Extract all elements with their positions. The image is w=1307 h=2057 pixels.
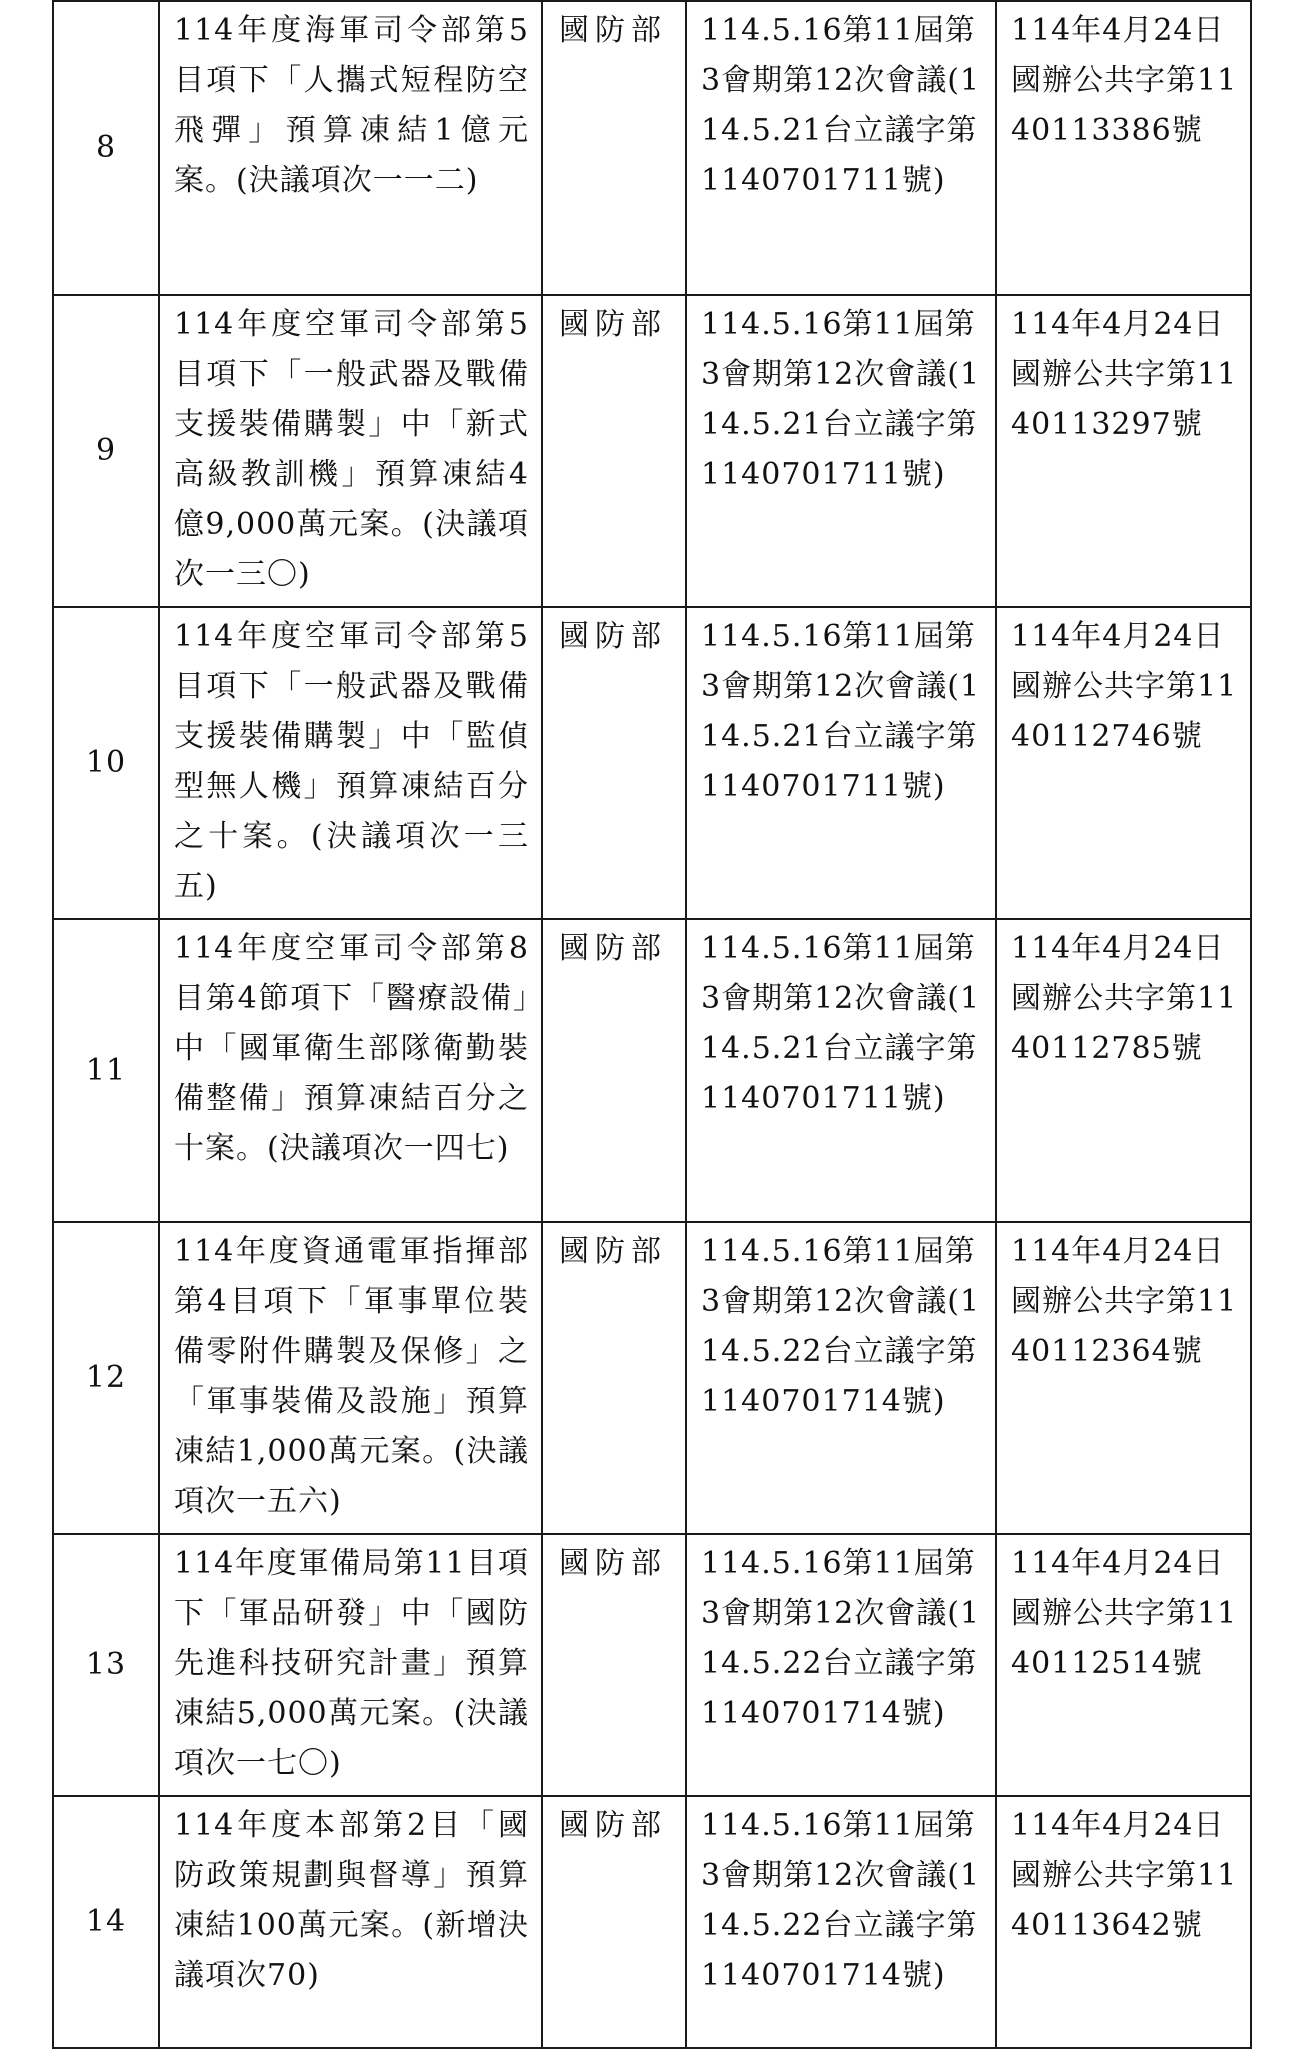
row-number: 9 <box>53 295 159 607</box>
resolution-session: 114.5.16第11屆第3會期第12次會議(114.5.22台立議字第1140701714號) <box>686 1534 996 1796</box>
agency: 國防部 <box>542 1534 686 1796</box>
case-description: 114年度空軍司令部第5目項下「一般武器及戰備支援裝備購製」中「新式高級教訓機」預算凍結4億9,000萬元案。(決議項次一三〇) <box>159 295 542 607</box>
table-row <box>53 919 1251 1222</box>
document-number: 114年4月24日國辦公共字第1140113642號 <box>996 1796 1251 2048</box>
table-row <box>53 607 1251 919</box>
table-row <box>53 1534 1251 1796</box>
row-number: 13 <box>53 1534 159 1796</box>
agency: 國防部 <box>542 1796 686 2048</box>
resolution-session: 114.5.16第11屆第3會期第12次會議(114.5.21台立議字第1140701711號) <box>686 295 996 607</box>
table-row <box>53 1 1251 295</box>
budget-freeze-table <box>52 0 1252 2049</box>
document-number: 114年4月24日國辦公共字第1140112785號 <box>996 919 1251 1222</box>
case-description: 114年度空軍司令部第5目項下「一般武器及戰備支援裝備購製」中「監偵型無人機」預算凍結百分之十案。(決議項次一三五) <box>159 607 542 919</box>
agency: 國防部 <box>542 1 686 295</box>
table-row <box>53 295 1251 607</box>
case-description: 114年度軍備局第11目項下「軍品研發」中「國防先進科技研究計畫」預算凍結5,000萬元案。(決議項次一七〇) <box>159 1534 542 1796</box>
row-number: 14 <box>53 1796 159 2048</box>
document-number: 114年4月24日國辦公共字第1140112364號 <box>996 1222 1251 1534</box>
row-number: 12 <box>53 1222 159 1534</box>
resolution-session: 114.5.16第11屆第3會期第12次會議(114.5.21台立議字第1140701711號) <box>686 607 996 919</box>
row-number: 11 <box>53 919 159 1222</box>
document-number: 114年4月24日國辦公共字第1140113297號 <box>996 295 1251 607</box>
resolution-session: 114.5.16第11屆第3會期第12次會議(114.5.21台立議字第1140701711號) <box>686 1 996 295</box>
case-description: 114年度海軍司令部第5目項下「人攜式短程防空飛彈」預算凍結1億元案。(決議項次一一二) <box>159 1 542 295</box>
agency: 國防部 <box>542 607 686 919</box>
case-description: 114年度資通電軍指揮部第4目項下「軍事單位裝備零附件購製及保修」之「軍事裝備及設施」預算凍結1,000萬元案。(決議項次一五六) <box>159 1222 542 1534</box>
resolution-session: 114.5.16第11屆第3會期第12次會議(114.5.22台立議字第1140701714號) <box>686 1796 996 2048</box>
resolution-session: 114.5.16第11屆第3會期第12次會議(114.5.21台立議字第1140701711號) <box>686 919 996 1222</box>
agency: 國防部 <box>542 1222 686 1534</box>
resolution-session: 114.5.16第11屆第3會期第12次會議(114.5.22台立議字第1140701714號) <box>686 1222 996 1534</box>
document-number: 114年4月24日國辦公共字第1140113386號 <box>996 1 1251 295</box>
row-number: 10 <box>53 607 159 919</box>
agency: 國防部 <box>542 919 686 1222</box>
table-row <box>53 1222 1251 1534</box>
document-number: 114年4月24日國辦公共字第1140112514號 <box>996 1534 1251 1796</box>
row-number: 8 <box>53 1 159 295</box>
table-row <box>53 1796 1251 2048</box>
case-description: 114年度空軍司令部第8目第4節項下「醫療設備」中「國軍衛生部隊衛勤裝備整備」預算凍結百分之十案。(決議項次一四七) <box>159 919 542 1222</box>
agency: 國防部 <box>542 295 686 607</box>
document-number: 114年4月24日國辦公共字第1140112746號 <box>996 607 1251 919</box>
case-description: 114年度本部第2目「國防政策規劃與督導」預算凍結100萬元案。(新增決議項次70) <box>159 1796 542 2048</box>
